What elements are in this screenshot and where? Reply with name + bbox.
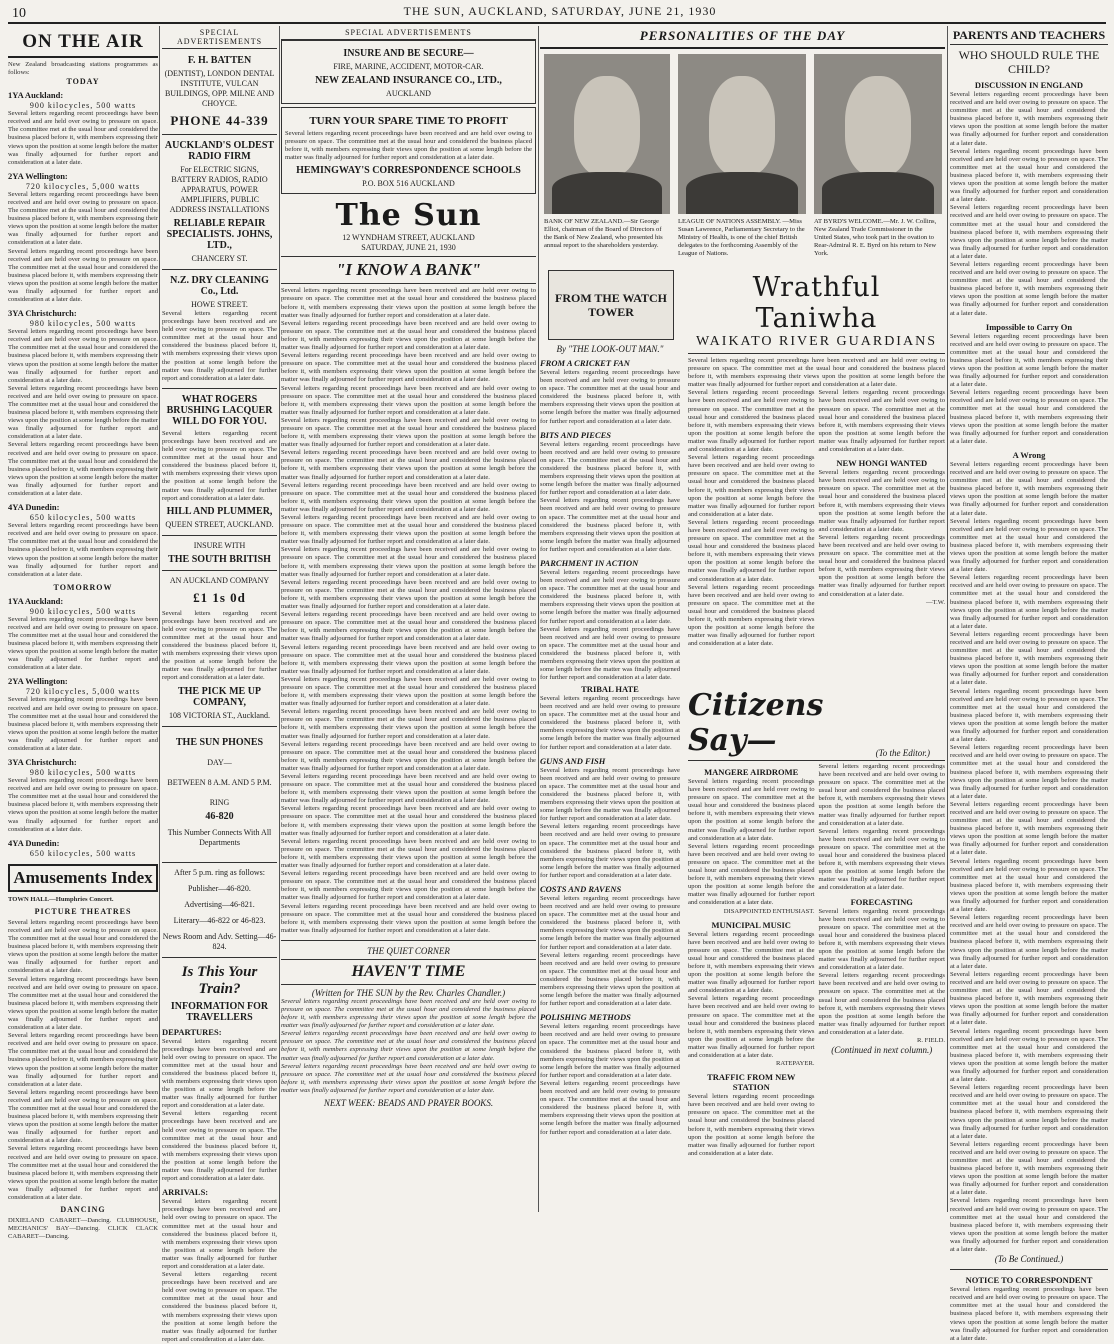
parents-body: Several letters regarding recent proceedings have been received and are held over owing to pressure on space. The committee met at the usual hour and considered the business placed before it, with members expressing their views upon the position at some length before the matter was finally adjourned for further report and consideration at a later date. [950,1197,1108,1254]
havent-time-body: Several letters regarding recent proceedings have been received and are held over owing to pressure on space. The committee met at the usual hour and considered the business placed before it, with members expressing their views upon the position at some length before the matter was finally adjourned for further report and consideration at a later date. [281,997,536,1030]
hemingway-name: HEMINGWAY'S CORRESPONDENCE SCHOOLS [296,165,521,177]
letter-body: Several letters regarding recent proceedings have been received and are held over owing to pressure on space. The committee met at the usual hour and considered the business placed before it, with members expressing their views upon the position at some length before the matter was finally adjourned for further report and consideration at a later date. [818,907,945,972]
batten-phone: PHONE 44-339 [170,113,269,128]
leader-headline: "I KNOW A BANK" [281,256,536,284]
leader-body: Several letters regarding recent proceedings have been received and are held over owing to pressure on space. The committee met at the usual hour and considered the business placed before it, with members expressing their views upon the position at some length before the matter was finally adjourned for further report and consideration at a later date. [281,481,536,513]
parents-body: Several letters regarding recent proceedings have been received and are held over owing to pressure on space. The committee met at the usual hour and considered the business placed before it, with members expressing their views upon the position at some length before the matter was finally adjourned for further report and consideration at a later date. [950,630,1108,687]
tower-body: Several letters regarding recent proceedings have been received and are held over owing to pressure on space. The committee met at the usual hour and considered the business placed before it, with members expressing their views upon the position at some length before the matter was finally adjourned for further report and consideration at a later date. [540,766,680,823]
parents-body: Several letters regarding recent proceedings have been received and are held over owing to pressure on space. The committee met at the usual hour and considered the business placed before it, with members expressing their views upon the position at some length before the matter was finally adjourned for further report and consideration at a later date. [950,800,1108,857]
sun-phones-connects: This Number Connects With All Departments [167,827,272,847]
arrivals-heading: ARRIVALS: [162,1187,209,1198]
radio-intro: New Zealand broadcasting stations programmes as follows: [8,61,158,77]
station-freq: 720 kilocycles, 5,000 watts [25,687,141,697]
havent-time-title: HAVEN'T TIME [281,959,536,985]
parents-body: Several letters regarding recent proceedings have been received and are held over owing to pressure on space. The committee met at the usual hour and considered the business placed before it, with members expressing their views upon the position at some length before the matter was finally adjourned for further report and consideration at a later date. [950,687,1108,744]
theatre-listing: Several letters regarding recent proceedings have been received and are held over owing to pressure on space. The committee met at the usual hour and considered the business placed before it, with members expressing their views upon the position at some length before the matter was finally adjourned for further report and consideration at a later date. [8,975,158,1032]
station-name: 1YA Auckland: [8,90,64,101]
notice-correspondent: NOTICE TO CORRESPONDENT [965,1275,1093,1286]
watch-tower-title: FROM THE WATCH TOWER [554,291,667,319]
batten-name: F. H. BATTEN [187,55,252,66]
station-freq: 900 kilocycles, 500 watts [29,606,137,616]
taniwha-body: Several letters regarding recent proceedings have been received and are held over owing to pressure on space. The committee met at the usual hour and considered the business placed before it, with members expressing their views upon the position at some length before the matter was finally adjourned for further report and consideration at a later date. [688,454,815,518]
elliot-photo [544,54,670,214]
masthead: THE SUN, AUCKLAND, SATURDAY, JUNE 21, 1930 [403,4,717,18]
picture-theatres-heading: PICTURE THEATRES [34,906,132,916]
discussion-subtitle: DISCUSSION IN ENGLAND [974,80,1084,90]
parents-body: Several letters regarding recent proceedings have been received and are held over owing to pressure on space. The committee met at the usual hour and considered the business placed before it, with members expressing their views upon the position at some length before the matter was finally adjourned for further report and consideration at a later date. [950,970,1108,1027]
dry-addr: HOWE STREET. [191,300,248,309]
quiet-corner: THE QUIET CORNER [367,945,450,956]
ads-header: SPECIAL ADVERTISEMENTS [162,28,277,49]
parents-body: Several letters regarding recent proceedings have been received and are held over owing to pressure on space. The committee met at the usual hour and considered the business placed before it, with members expressing their views upon the position at some length before the matter was finally adjourned for further report and consideration at a later date. [950,460,1108,517]
collins-caption: AT BYRD'S WELCOME.—Mr. J. W. Collins, New Zealand Trade Commissioner in the United States, who took part in the ovation to Rear-Admiral R. E. Byrd on his return to New York. [814,218,937,257]
arrivals-list: Several letters regarding recent proceedings have been received and are held over owing to pressure on space. The committee met at the usual hour and considered the business placed before it, with members expressing their views upon the position at some length before the matter was finally adjourned for further report and consideration at a later date. [162,1271,277,1343]
tower-section: PARCHMENT IN ACTION [540,557,639,568]
station-name: 3YA Christchurch: [8,757,77,768]
column-divider [279,26,280,1212]
prize-amount: £1 1s 0d [193,589,246,605]
theatre-listing: Several letters regarding recent proceedings have been received and are held over owing to pressure on space. The committee met at the usual hour and considered the business placed before it, with members expressing their views upon the position at some length before the matter was finally adjourned for further report and consideration at a later date. [8,1145,158,1202]
hill-addr: QUEEN STREET, AUCKLAND. [165,519,274,529]
phone-news: News Room and Adv. Setting—46-824. [162,931,277,951]
letter-heading: FORECASTING [850,896,913,907]
leader-body: Several letters regarding recent proceedings have been received and are held over owing to pressure on space. The committee met at the usual hour and considered the business placed before it, with members expressing their views upon the position at some length before the matter was finally adjourned for further report and consideration at a later date. [281,319,536,352]
pick-addr: 108 VICTORIA ST., Auckland. [169,710,270,720]
leader-body: Several letters regarding recent proceedings have been received and are held over owing to pressure on space. The committee met at the usual hour and considered the business placed before it, with members expressing their views upon the position at some length before the matter was finally adjourned for further report and consideration at a later date. [281,287,536,319]
parents-body: Several letters regarding recent proceedings have been received and are held over owing to pressure on space. The committee met at the usual hour and considered the business placed before it, with members expressing their views upon the position at some length before the matter was finally adjourned for further report and consideration at a later date. [950,1084,1108,1140]
parents-title: PARENTS AND TEACHERS [950,28,1108,45]
parents-body: Several letters regarding recent proceedings have been received and are held over owing to pressure on space. The committee met at the usual hour and considered the business placed before it, with members expressing their views upon the position at some length before the matter was finally adjourned for further report and consideration at a later date. [950,389,1108,445]
auckland-company: AN AUCKLAND COMPANY [169,575,270,585]
taniwha-body: Several letters regarding recent proceedings have been received and are held over owing to pressure on space. The committee met at the usual hour and considered the business placed before it, with members expressing their views upon the position at some length before the matter was finally adjourned for further report and consideration at a later date. [688,518,815,583]
train-title: Is This Your Train? [181,963,258,997]
letter-signature: DISAPPOINTED ENTHUSIAST. [723,907,815,915]
taniwha-title: Wrathful Taniwha [752,272,881,334]
leader-body: Several letters regarding recent proceedings have been received and are held over owing to pressure on space. The committee met at the usual hour and considered the business placed before it, with members expressing their views upon the position at some length before the matter was finally adjourned for further report and consideration at a later date. [281,578,536,611]
letter-body: Several letters regarding recent proceedings have been received and are held over owing to pressure on space. The committee met at the usual hour and considered the business placed before it, with members expressing their views upon the position at some length before the matter was finally adjourned for further report and consideration at a later date. [818,763,945,827]
taniwha-article [688,272,945,648]
batten-desc: (DENTIST), LONDON DENTAL INSTITUTE, VULCAN BUILDINGS, OPP. MILNE AND CHOYCE. [164,69,275,108]
tower-section: BITS AND PIECES [540,429,612,440]
spare-desc: Several letters regarding recent proceedings have been received and are held over owing to pressure on space. The committee met at the usual hour and considered the business placed before it, with members expressing their views upon the position at some length before the matter was finally adjourned for further report and consideration at a later date. [285,130,532,162]
citizens-editor: (To the Editor.) [875,748,931,758]
taniwha-body: Several letters regarding recent proceedings have been received and are held over owing to pressure on space. The committee met at the usual hour and considered the business placed before it, with members expressing their views upon the position at some length before the matter was finally adjourned for further report and consideration at a later date. [818,533,945,598]
taniwha-body: Several letters regarding recent proceedings have been received and are held over owing to pressure on space. The committee met at the usual hour and considered the business placed before it, with members expressing their views upon the position at some length before the matter was finally adjourned for further report and consideration at a later date. [688,389,815,454]
parents-body: Several letters regarding recent proceedings have been received and are held over owing to pressure on space. The committee met at the usual hour and considered the business placed before it, with members expressing their views upon the position at some length before the matter was finally adjourned for further report and consideration at a later date. [950,517,1108,574]
dancing-listing: DIXIELAND CABARET—Dancing. CLUBHOUSE, MECHANICS' BAY—Dancing. CLICK CLACK CABARET—Dancing. [8,1217,158,1241]
taniwha-section: NEW HONGI WANTED [836,458,928,469]
station-program: Several letters regarding recent proceedings have been received and are held over owing to pressure on space. The committee met at the usual hour and considered the business placed before it, with members expressing their views upon the position at some length before the matter was finally adjourned for further report and consideration at a later date. [8,190,158,247]
spare-time: TURN YOUR SPARE TIME TO PROFIT [309,115,508,127]
taniwha-body: Several letters regarding recent proceedings have been received and are held over owing to pressure on space. The committee met at the usual hour and considered the business placed before it, with members expressing their views upon the position at some length before the matter was finally adjourned for further report and consideration at a later date. [688,583,815,648]
station-freq: 900 kilocycles, 500 watts [29,101,137,111]
station-freq: 650 kilocycles, 500 watts [29,513,137,523]
parents-continued: (To Be Continued.) [994,1254,1064,1265]
parents-body: Several letters regarding recent proceedings have been received and are held over owing to pressure on space. The committee met at the usual hour and considered the business placed before it, with members expressing their views upon the position at some length before the matter was finally adjourned for further report and consideration at a later date. [950,204,1108,260]
johns-ltd: RELIABLE REPAIR SPECIALISTS. JOHNS, LTD., [166,218,273,251]
tower-body: Several letters regarding recent proceedings have been received and are held over owing to pressure on space. The committee met at the usual hour and considered the business placed before it, with members expressing their views upon the position at some length before the matter was finally adjourned for further report and consideration at a later date. [540,951,680,1008]
after-hours: After 5 p.m. ring as follows: [174,867,265,877]
hemingway-box: P.O. BOX 516 AUCKLAND [362,179,455,189]
leader-body: Several letters regarding recent proceedings have been received and are held over owing to pressure on space. The committee met at the usual hour and considered the business placed before it, with members expressing their views upon the position at some length before the matter was finally adjourned for further report and consideration at a later date. [281,740,536,772]
sun-phones-number: 46-820 [205,810,234,822]
tower-body: Several letters regarding recent proceedings have been received and are held over owing to pressure on space. The committee met at the usual hour and considered the business placed before it, with members expressing their views upon the position at some length before the matter was finally adjourned for further report and consideration at a later date. [540,625,680,682]
rogers-desc: Several letters regarding recent proceedings have been received and are held over owing to pressure on space. The committee met at the usual hour and considered the business placed before it, with members expressing their views upon the position at some length before the matter was finally adjourned for further report and consideration at a later date. [162,429,277,502]
letter-body: Several letters regarding recent proceedings have been received and are held over owing to pressure on space. The committee met at the usual hour and considered the business placed before it, with members expressing their views upon the position at some length before the matter was finally adjourned for further report and consideration at a later date. [818,827,945,892]
taniwha-signature: —T.W. [925,598,945,606]
leader-body: Several letters regarding recent proceedings have been received and are held over owing to pressure on space. The committee met at the usual hour and considered the business placed before it, with members expressing their views upon the position at some length before the matter was finally adjourned for further report and consideration at a later date. [281,384,536,416]
amusements-title: Amusements Index [8,864,158,892]
station-program: Several letters regarding recent proceedings have been received and are held over owing to pressure on space. The committee met at the usual hour and considered the business placed before it, with members expressing their views upon the position at some length before the matter was finally adjourned for further report and consideration at a later date. [8,696,158,752]
rogers-ad: WHAT ROGERS BRUSHING LACQUER WILL DO FOR YOU. [166,393,273,427]
letter-body: Several letters regarding recent proceedings have been received and are held over owing to pressure on space. The committee met at the usual hour and considered the business placed before it, with members expressing their views upon the position at some length before the matter was finally adjourned for further report and consideration at a later date. [688,778,815,842]
tower-section: FROM A CRICKET FAN [540,358,630,368]
center-ads-header: SPECIAL ADVERTISEMENTS [281,28,536,40]
tower-section: GUNS AND FISH [540,755,606,766]
phone-publisher: Publisher—46-820. [188,883,251,893]
theatre-listing: Several letters regarding recent proceedings have been received and are held over owing to pressure on space. The committee met at the usual hour and considered the business placed before it, with members expressing their views upon the position at some length before the matter was finally adjourned for further report and consideration at a later date. [8,1032,158,1088]
phone-literary: Literary—46-822 or 46-823. [173,915,266,925]
leader-body: Several letters regarding recent proceedings have been received and are held over owing to pressure on space. The committee met at the usual hour and considered the business placed before it, with members expressing their views upon the position at some length before the matter was finally adjourned for further report and consideration at a later date. [281,611,536,643]
station-program: Several letters regarding recent proceedings have been received and are held over owing to pressure on space. The committee met at the usual hour and considered the business placed before it, with members expressing their views upon the position at some length before the matter was finally adjourned for further report and consideration at a later date. [8,777,158,833]
tower-section: COSTS AND RAVENS [540,883,622,894]
insurance-ad [281,40,536,104]
departures-heading: DEPARTURES: [162,1026,222,1037]
nz-insurance: NEW ZEALAND INSURANCE CO., LTD., [315,75,502,86]
leader-body: Several letters regarding recent proceedings have been received and are held over owing to pressure on space. The committee met at the usual hour and considered the business placed before it, with members expressing their views upon the position at some length before the matter was finally adjourned for further report and consideration at a later date. [281,902,536,934]
parents-body: Several letters regarding recent proceedings have been received and are held over owing to pressure on space. The committee met at the usual hour and considered the business placed before it, with members expressing their views upon the position at some length before the matter was finally adjourned for further report and consideration at a later date. [950,574,1108,630]
sun-address: 12 WYNDHAM STREET, AUCKLAND [342,233,475,243]
station-program: Several letters regarding recent proceedings have been received and are held over owing to pressure on space. The committee met at the usual hour and considered the business placed before it, with members expressing their views upon the position at some length before the matter was finally adjourned for further report and consideration at a later date. [8,522,158,578]
page-number: 10 [12,6,26,21]
tower-section: TRIBAL HATE [581,684,639,694]
tower-body: Several letters regarding recent proceedings have been received and are held over owing to pressure on space. The committee met at the usual hour and considered the business placed before it, with members expressing their views upon the position at some length before the matter was finally adjourned for further report and consideration at a later date. [540,695,680,751]
sun-phones-title: THE SUN PHONES [175,736,264,748]
parents-body: Several letters regarding recent proceedings have been received and are held over owing to pressure on space. The committee met at the usual hour and considered the business placed before it, with members expressing their views upon the position at some length before the matter was finally adjourned for further report and consideration at a later date. [950,857,1108,914]
written-for: (Written for THE SUN by the Rev. Charles Chandler.) [311,987,506,998]
townhall-line: TOWN HALL—Humphries Concert. [8,895,114,903]
sun-date: SATURDAY, JUNE 21, 1930 [361,243,456,253]
citizens-continued: (Continued in next column.) [831,1045,933,1056]
taniwha-body: Several letters regarding recent proceedings have been received and are held over owing to pressure on space. The committee met at the usual hour and considered the business placed before it, with members expressing their views upon the position at some length before the matter was finally adjourned for further report and consideration at a later date. [818,469,945,533]
leader-body: Several letters regarding recent proceedings have been received and are held over owing to pressure on space. The committee met at the usual hour and considered the business placed before it, with members expressing their views upon the position at some length before the matter was finally adjourned for further report and consideration at a later date. [281,805,536,837]
sun-phones-day: DAY— [207,757,232,767]
station-freq: 650 kilocycles, 500 watts [29,848,137,858]
citizens-title: Citizens Say— [688,688,824,758]
phone-advertising: Advertising—46-821. [184,899,255,909]
editorial-column [281,28,536,1212]
column-divider [947,26,948,1212]
station-program: Several letters regarding recent proceedings have been received and are held over owing to pressure on space. The committee met at the usual hour and considered the business placed before it, with members expressing their views upon the position at some length before the matter was finally adjourned for further report and consideration at a later date. [8,441,158,498]
parents-section: Impossible to Carry On [985,321,1073,332]
watch-tower-section [540,266,680,682]
tower-continued [540,680,680,1210]
station-name: 4YA Dunedin: [8,837,60,848]
station-freq: 720 kilocycles, 5,000 watts [25,181,141,191]
notice-body: Several letters regarding recent proceedings have been received and are held over owing to pressure on space. The committee met at the usual hour and considered the business placed before it, with members expressing their views upon the position at some length before the matter was finally adjourned for further report and consideration at a later date. [950,1286,1108,1342]
tower-body: Several letters regarding recent proceedings have been received and are held over owing to pressure on space. The committee met at the usual hour and considered the business placed before it, with members expressing their views upon the position at some length before the matter was finally adjourned for further report and consideration at a later date. [540,1023,680,1079]
letter-body: Several letters regarding recent proceedings have been received and are held over owing to pressure on space. The committee met at the usual hour and considered the business placed before it, with members expressing their views upon the position at some length before the matter was finally adjourned for further report and consideration at a later date. [688,1093,815,1157]
dry-desc: Several letters regarding recent proceedings have been received and are held over owing to pressure on space. The committee met at the usual hour and considered the business placed before it, with members expressing their views upon the position at some length before the matter was finally adjourned for further report and consideration at a later date. [162,310,277,382]
letter-body: Several letters regarding recent proceedings have been received and are held over owing to pressure on space. The committee met at the usual hour and considered the business placed before it, with members expressing their views upon the position at some length before the matter was finally adjourned for further report and consideration at a later date. [688,995,815,1059]
ads-column [162,28,277,1343]
hill-plummer: HILL AND PLUMMER, [166,505,273,517]
radio-firm-desc: For ELECTRIC SIGNS, BATTERY RADIOS, RADIO APPARATUS, POWER AMPLIFIERS, PUBLIC ADDRESS INSTALLATIONS [169,165,270,214]
leader-body: Several letters regarding recent proceedings have been received and are held over owing to pressure on space. The committee met at the usual hour and considered the business placed before it, with members expressing their views upon the position at some length before the matter was finally adjourned for further report and consideration at a later date. [281,514,536,546]
theatre-listing: Several letters regarding recent proceedings have been received and are held over owing to pressure on space. The committee met at the usual hour and considered the business placed before it, with members expressing their views upon the position at some length before the matter was finally adjourned for further report and consideration at a later date. [8,1088,158,1145]
station-program: Several letters regarding recent proceedings have been received and are held over owing to pressure on space. The committee met at the usual hour and considered the business placed before it, with members expressing their views upon the position at some length before the matter was finally adjourned for further report and consideration at a later date. [8,384,158,441]
parents-body: Several letters regarding recent proceedings have been received and are held over owing to pressure on space. The committee met at the usual hour and considered the business placed before it, with members expressing their views upon the position at some length before the matter was finally adjourned for further report and consideration at a later date. [950,91,1108,147]
johns-addr: CHANCERY ST. [191,254,248,263]
station-program: Several letters regarding recent proceedings have been received and are held over owing to pressure on space. The committee met at the usual hour and considered the business placed before it, with members expressing their views upon the position at some length before the matter was finally adjourned for further report and consideration at a later date. [8,110,158,166]
features-column [540,28,945,1212]
station-name: 3YA Christchurch: [8,308,77,319]
tower-body: Several letters regarding recent proceedings have been received and are held over owing to pressure on space. The committee met at the usual hour and considered the business placed before it, with members expressing their views upon the position at some length before the matter was finally adjourned for further report and consideration at a later date. [540,568,680,625]
parents-body: Several letters regarding recent proceedings have been received and are held over owing to pressure on space. The committee met at the usual hour and considered the business placed before it, with members expressing their views upon the position at some length before the matter was finally adjourned for further report and consideration at a later date. [950,147,1108,204]
tower-body: Several letters regarding recent proceedings have been received and are held over owing to pressure on space. The committee met at the usual hour and considered the business placed before it, with members expressing their views upon the position at some length before the matter was finally adjourned for further report and consideration at a later date. [540,497,680,553]
column-divider [159,26,160,1212]
elliot-caption: BANK OF NEW ZEALAND.—Sir George Elliot, chairman of the Board of Directors of the Bank of New Zealand, who presented his annual report to the shareholders yesterday. [544,218,663,249]
letter-heading: MUNICIPAL MUSIC [711,919,791,930]
insure-with: INSURE WITH [193,540,246,550]
insure-line: INSURE AND BE SECURE— [343,48,474,59]
leader-body: Several letters regarding recent proceedings have been received and are held over owing to pressure on space. The committee met at the usual hour and considered the business placed before it, with members expressing their views upon the position at some length before the matter was finally adjourned for further report and consideration at a later date. [281,449,536,481]
insure-types: FIRE, MARINE, ACCIDENT, MOTOR-CAR. [333,62,484,71]
letter-heading: MANGERE AIRDROME [704,767,799,777]
parents-body: Several letters regarding recent proceedings have been received and are held over owing to pressure on space. The committee met at the usual hour and considered the business placed before it, with members expressing their views upon the position at some length before the matter was finally adjourned for further report and consideration at a later date. [950,744,1108,800]
sun-logo: The Sun [335,198,482,234]
station-program: Several letters regarding recent proceedings have been received and are held over owing to pressure on space. The committee met at the usual hour and considered the business placed before it, with members expressing their views upon the position at some length before the matter was finally adjourned for further report and consideration at a later date. [8,247,158,304]
lawrence-caption: LEAGUE OF NATIONS ASSEMBLY. —Miss Susan Lawrence, Parliamentary Secretary to the Ministry of Health, is one of the chief British delegates to the forthcoming Assembly of the League of Nations. [678,218,805,257]
leader-body: Several letters regarding recent proceedings have been received and are held over owing to pressure on space. The committee met at the usual hour and considered the business placed before it, with members expressing their views upon the position at some length before the matter was finally adjourned for further report and consideration at a later date. [281,546,536,578]
tower-section: POLISHING METHODS [540,1012,631,1023]
station-name: 2YA Wellington: [8,676,68,687]
tower-body: Several letters regarding recent proceedings have been received and are held over owing to pressure on space. The committee met at the usual hour and considered the business placed before it, with members expressing their views upon the position at some length before the matter was finally adjourned for further report and consideration at a later date. [540,894,680,951]
tower-body: Several letters regarding recent proceedings have been received and are held over owing to pressure on space. The committee met at the usual hour and considered the business placed before it, with members expressing their views upon the position at some length before the matter was finally adjourned for further report and consideration at a later date. [540,369,680,425]
departures-list: Several letters regarding recent proceedings have been received and are held over owing to pressure on space. The committee met at the usual hour and considered the business placed before it, with members expressing their views upon the position at some length before the matter was finally adjourned for further report and consideration at a later date. [162,1037,277,1110]
radio-today: TODAY [66,77,100,87]
leader-body: Several letters regarding recent proceedings have been received and are held over owing to pressure on space. The committee met at the usual hour and considered the business placed before it, with members expressing their views upon the position at some length before the matter was finally adjourned for further report and consideration at a later date. [281,352,536,384]
parents-body: Several letters regarding recent proceedings have been received and are held over owing to pressure on space. The committee met at the usual hour and considered the business placed before it, with members expressing their views upon the position at some length before the matter was finally adjourned for further report and consideration at a later date. [950,1027,1108,1084]
citizens-say-section [688,688,945,1213]
radio-title: ON THE AIR [8,28,158,58]
column-divider [538,26,539,1212]
arrivals-list: Several letters regarding recent proceedings have been received and are held over owing to pressure on space. The committee met at the usual hour and considered the business placed before it, with members expressing their views upon the position at some length before the matter was finally adjourned for further report and consideration at a later date. [162,1198,277,1270]
parents-body: Several letters regarding recent proceedings have been received and are held over owing to pressure on space. The committee met at the usual hour and considered the business placed before it, with members expressing their views upon the position at some length before the matter was finally adjourned for further report and consideration at a later date. [950,260,1108,317]
dry-cleaning: N.Z. DRY CLEANING Co., Ltd. [170,275,269,297]
leader-body: Several letters regarding recent proceedings have been received and are held over owing to pressure on space. The committee met at the usual hour and considered the business placed before it, with members expressing their views upon the position at some length before the matter was finally adjourned for further report and consideration at a later date. [281,643,536,675]
prize-desc: Several letters regarding recent proceedings have been received and are held over owing to pressure on space. The committee met at the usual hour and considered the business placed before it, with members expressing their views upon the position at some length before the matter was finally adjourned for further report and consideration at a later date. [162,609,277,682]
parents-body: Several letters regarding recent proceedings have been received and are held over owing to pressure on space. The committee met at the usual hour and considered the business placed before it, with members expressing their views upon the position at some length before the matter was finally adjourned for further report and consideration at a later date. [950,1140,1108,1197]
station-freq: 980 kilocycles, 500 watts [29,319,137,329]
leader-body: Several letters regarding recent proceedings have been received and are held over owing to pressure on space. The committee met at the usual hour and considered the business placed before it, with members expressing their views upon the position at some length before the matter was finally adjourned for further report and consideration at a later date. [281,870,536,902]
leader-body: Several letters regarding recent proceedings have been received and are held over owing to pressure on space. The committee met at the usual hour and considered the business placed before it, with members expressing their views upon the position at some length before the matter was finally adjourned for further report and consideration at a later date. [281,675,536,708]
next-week: NEXT WEEK: BEADS AND PRAYER BOOKS. [323,1098,494,1108]
sun-phones-ring: RING [209,797,230,807]
leader-body: Several letters regarding recent proceedings have been received and are held over owing to pressure on space. The committee met at the usual hour and considered the business placed before it, with members expressing their views upon the position at some length before the matter was finally adjourned for further report and consideration at a later date. [281,416,536,449]
taniwha-subtitle: WAIKATO RIVER GUARDIANS [688,334,945,354]
parents-body: Several letters regarding recent proceedings have been received and are held over owing to pressure on space. The committee met at the usual hour and considered the business placed before it, with members expressing their views upon the position at some length before the matter was finally adjourned for further report and consideration at a later date. [950,332,1108,389]
train-info: INFORMATION FOR TRAVELLERS [170,1000,269,1023]
tower-byline: By "THE LOOK-OUT MAN." [556,344,664,354]
lawrence-photo [678,54,806,214]
top-rule [8,22,1106,24]
south-british: THE SOUTH BRITISH [168,553,271,565]
letter-signature: RATEPAYER. [775,1060,815,1068]
personalities-title: PERSONALITIES OF THE DAY [540,28,945,49]
taniwha-body: Several letters regarding recent proceedings have been received and are held over owing to pressure on space. The committee met at the usual hour and considered the business placed before it, with members expressing their views upon the position at some length before the matter was finally adjourned for further report and consideration at a later date. [688,357,945,389]
collins-photo [814,54,942,214]
departures-list: Several letters regarding recent proceedings have been received and are held over owing to pressure on space. The committee met at the usual hour and considered the business placed before it, with members expressing their views upon the position at some length before the matter was finally adjourned for further report and consideration at a later date. [162,1110,277,1183]
hemingway-ad [281,107,536,194]
station-program: Several letters regarding recent proceedings have been received and are held over owing to pressure on space. The committee met at the usual hour and considered the business placed before it, with members expressing their views upon the position at some length before the matter was finally adjourned for further report and consideration at a later date. [8,328,158,384]
watch-tower-logo [548,270,674,340]
nz-city: AUCKLAND [386,89,431,98]
letter-body: Several letters regarding recent proceedings have been received and are held over owing to pressure on space. The committee met at the usual hour and considered the business placed before it, with members expressing their views upon the position at some length before the matter was finally adjourned for further report and consideration at a later date. [818,972,945,1036]
theatre-listing: Several letters regarding recent proceedings have been received and are held over owing to pressure on space. The committee met at the usual hour and considered the business placed before it, with members expressing their views upon the position at some length before the matter was finally adjourned for further report and consideration at a later date. [8,918,158,975]
tower-body: Several letters regarding recent proceedings have been received and are held over owing to pressure on space. The committee met at the usual hour and considered the business placed before it, with members expressing their views upon the position at some length before the matter was finally adjourned for further report and consideration at a later date. [540,823,680,879]
who-rule-title: WHO SHOULD RULE THE CHILD? [958,48,1100,76]
station-freq: 980 kilocycles, 500 watts [29,768,137,778]
dancing-heading: DANCING [60,1205,106,1215]
pick-me-up: THE PICK ME UP COMPANY, [177,685,262,708]
station-name: 4YA Dunedin: [8,502,60,513]
leader-body: Several letters regarding recent proceedings have been received and are held over owing to pressure on space. The committee met at the usual hour and considered the business placed before it, with members expressing their views upon the position at some length before the matter was finally adjourned for further report and consideration at a later date. [281,773,536,805]
radio-firm: AUCKLAND'S OLDEST RADIO FIRM [164,140,275,162]
havent-time-body: Several letters regarding recent proceedings have been received and are held over owing to pressure on space. The committee met at the usual hour and considered the business placed before it, with members expressing their views upon the position at some length before the matter was finally adjourned for further report and consideration at a later date. [281,1062,536,1094]
taniwha-body: Several letters regarding recent proceedings have been received and are held over owing to pressure on space. The committee met at the usual hour and considered the business placed before it, with members expressing their views upon the position at some length before the matter was finally adjourned for further report and consideration at a later date. [818,389,945,454]
radio-column [8,28,158,1241]
station-name: 1YA Auckland: [8,595,64,606]
tower-body: Several letters regarding recent proceedings have been received and are held over owing to pressure on space. The committee met at the usual hour and considered the business placed before it, with members expressing their views upon the position at some length before the matter was finally adjourned for further report and consideration at a later date. [540,440,680,497]
leader-body: Several letters regarding recent proceedings have been received and are held over owing to pressure on space. The committee met at the usual hour and considered the business placed before it, with members expressing their views upon the position at some length before the matter was finally adjourned for further report and consideration at a later date. [281,837,536,870]
radio-tomorrow: TOMORROW [53,582,113,592]
tower-body: Several letters regarding recent proceedings have been received and are held over owing to pressure on space. The committee met at the usual hour and considered the business placed before it, with members expressing their views upon the position at some length before the matter was finally adjourned for further report and consideration at a later date. [540,1079,680,1136]
parents-body: Several letters regarding recent proceedings have been received and are held over owing to pressure on space. The committee met at the usual hour and considered the business placed before it, with members expressing their views upon the position at some length before the matter was finally adjourned for further report and consideration at a later date. [950,914,1108,970]
parents-section: A Wrong [1012,449,1046,460]
leader-body: Several letters regarding recent proceedings have been received and are held over owing to pressure on space. The committee met at the usual hour and considered the business placed before it, with members expressing their views upon the position at some length before the matter was finally adjourned for further report and consideration at a later date. [281,708,536,740]
letter-body: Several letters regarding recent proceedings have been received and are held over owing to pressure on space. The committee met at the usual hour and considered the business placed before it, with members expressing their views upon the position at some length before the matter was finally adjourned for further report and consideration at a later date. [688,930,815,995]
parents-column [950,28,1108,1342]
sun-phones-hours: BETWEEN 8 A.M. AND 5 P.M. [167,777,272,787]
letter-heading: TRAFFIC FROM NEW STATION [707,1072,796,1093]
station-program: Several letters regarding recent proceedings have been received and are held over owing to pressure on space. The committee met at the usual hour and considered the business placed before it, with members expressing their views upon the position at some length before the matter was finally adjourned for further report and consideration at a later date. [8,615,158,672]
station-name: 2YA Wellington: [8,170,68,181]
letter-signature: R. FIELD. [916,1037,945,1044]
havent-time-body: Several letters regarding recent proceedings have been received and are held over owing to pressure on space. The committee met at the usual hour and considered the business placed before it, with members expressing their views upon the position at some length before the matter was finally adjourned for further report and consideration at a later date. [281,1030,536,1062]
letter-body: Several letters regarding recent proceedings have been received and are held over owing to pressure on space. The committee met at the usual hour and considered the business placed before it, with members expressing their views upon the position at some length before the matter was finally adjourned for further report and consideration at a later date. [688,842,815,907]
